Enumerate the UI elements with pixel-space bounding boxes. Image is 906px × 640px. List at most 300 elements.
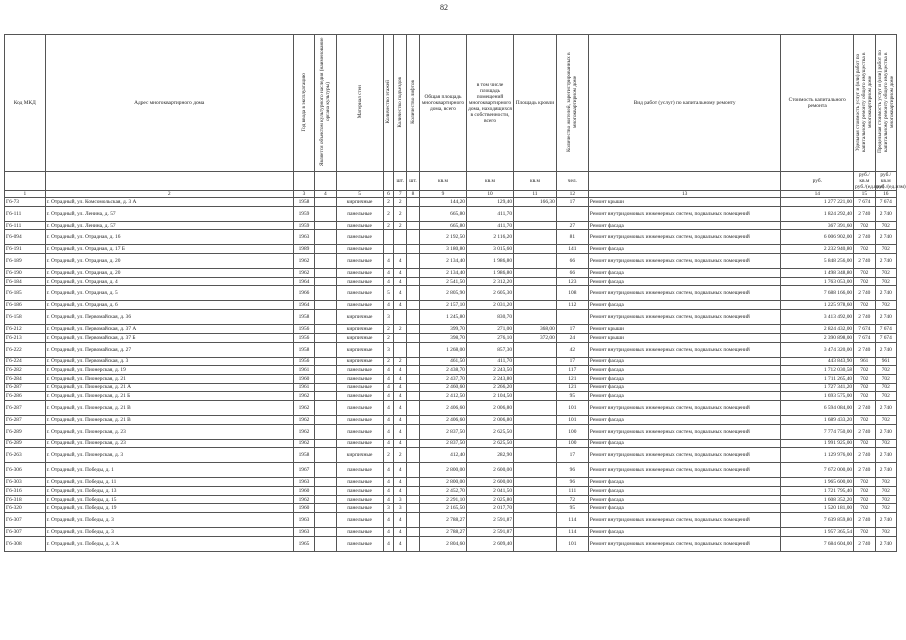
- table-cell: 4: [383, 536, 394, 551]
- table-cell: 702: [875, 301, 896, 310]
- table-cell: панельные: [336, 400, 383, 415]
- table-cell: 2 740: [854, 513, 875, 528]
- table-cell: 2 740: [875, 206, 896, 221]
- table-cell: 101: [556, 536, 588, 551]
- table-cell: [315, 333, 336, 342]
- table-cell: 4: [383, 269, 394, 278]
- table-cell: [315, 325, 336, 334]
- capital-repair-table: [4, 34, 906, 552]
- table-cell: 95: [556, 504, 588, 513]
- table-cell: Г6-191: [5, 245, 46, 254]
- table-cell: 2 740: [875, 424, 896, 439]
- table-cell: г. Отрадный, ул. Победы, д. 11: [45, 478, 293, 487]
- table-cell: [315, 415, 336, 424]
- table-cell: 1 965 600,00: [781, 478, 854, 487]
- table-cell: 2 740: [854, 536, 875, 551]
- table-cell: 2 591,87: [466, 528, 513, 537]
- table-row: [5, 536, 897, 551]
- table-cell: 1 763 053,00: [781, 277, 854, 286]
- table-cell: 112: [556, 301, 588, 310]
- table-cell: 2 165,50: [419, 504, 466, 513]
- table-cell: [315, 487, 336, 496]
- table-cell: Г6-73: [5, 198, 46, 207]
- table-cell: 3 413 492,00: [781, 310, 854, 325]
- table-cell: г. Отрадный, ул. Ленина, д. 57: [45, 221, 293, 230]
- table-cell: 1962: [293, 400, 314, 415]
- table-cell: Ремонт внутридомовых инженерных систем, подвальных помещений: [588, 536, 781, 551]
- table-cell: 2 740: [875, 536, 896, 551]
- table-cell: [394, 230, 407, 245]
- table-cell: [514, 478, 557, 487]
- table-cell: [407, 374, 420, 383]
- table-cell: [315, 277, 336, 286]
- table-cell: 2 740: [875, 448, 896, 463]
- table-cell: г. Отрадный, ул. Победы, д. 3: [45, 513, 293, 528]
- table-cell: Ремонт фасада: [588, 357, 781, 366]
- table-cell: Г6-287: [5, 383, 46, 392]
- table-cell: 702: [875, 415, 896, 424]
- table-cell: 2 025,80: [466, 495, 513, 504]
- table-cell: г. Отрадный, ул. Победы, д. 3: [45, 528, 293, 537]
- table-cell: 4: [394, 269, 407, 278]
- header-floors: Количество этажей: [385, 80, 392, 124]
- table-cell: Ремонт внутридомовых инженерных систем, подвальных помещений: [588, 424, 781, 439]
- table-cell: 4: [394, 478, 407, 487]
- table-cell: [407, 325, 420, 334]
- table-cell: 4: [394, 536, 407, 551]
- table-cell: Г6-222: [5, 342, 46, 357]
- table-row: [5, 424, 897, 439]
- table-cell: Г6-111: [5, 221, 46, 230]
- table-row: [5, 254, 897, 269]
- table-cell: [407, 198, 420, 207]
- table-cell: панельные: [336, 301, 383, 310]
- table-cell: 1962: [293, 254, 314, 269]
- table-cell: г. Отрадный, ул. Победы, д. 3 А: [45, 536, 293, 551]
- table-cell: 702: [875, 277, 896, 286]
- table-cell: [514, 536, 557, 551]
- table-cell: 1965: [293, 536, 314, 551]
- table-cell: 2 291,10: [419, 495, 466, 504]
- header-roof-area: Площадь кровли: [514, 35, 557, 172]
- table-cell: 3 474 320,00: [781, 342, 854, 357]
- table-cell: [315, 342, 336, 357]
- unit-sht-2: шт.: [407, 172, 420, 191]
- table-cell: [407, 487, 420, 496]
- table-cell: Ремонт внутридомовых инженерных систем, подвальных помещений: [588, 230, 781, 245]
- table-cell: 1 129 976,00: [781, 448, 854, 463]
- table-cell: Ремонт фасада: [588, 487, 781, 496]
- table-cell: 1958: [293, 198, 314, 207]
- table-cell: 66: [556, 254, 588, 269]
- table-cell: Г6-189: [5, 254, 46, 269]
- table-cell: 2 740: [854, 342, 875, 357]
- table-cell: 2 805,90: [419, 286, 466, 301]
- table-cell: панельные: [336, 424, 383, 439]
- table-cell: [514, 277, 557, 286]
- table-cell: г. Отрадный, ул. Пионерская, д. 19: [45, 366, 293, 375]
- table-cell: кирпичные: [336, 310, 383, 325]
- table-cell: 702: [854, 504, 875, 513]
- table-cell: 2: [383, 333, 394, 342]
- table-cell: 702: [875, 366, 896, 375]
- table-cell: 1964: [293, 301, 314, 310]
- table-row: [5, 286, 897, 301]
- table-cell: 1958: [293, 342, 314, 357]
- table-cell: [514, 487, 557, 496]
- table-cell: 1 498 348,80: [781, 269, 854, 278]
- table-cell: [514, 310, 557, 325]
- table-cell: [514, 513, 557, 528]
- table-cell: 830,70: [466, 310, 513, 325]
- table-cell: 2: [383, 198, 394, 207]
- table-cell: [407, 478, 420, 487]
- unit-sht: шт.: [394, 172, 407, 191]
- table-cell: г. Отрадный, ул. Первомайская, д. 27: [45, 342, 293, 357]
- table-cell: 1 277 221,00: [781, 198, 854, 207]
- table-cell: 961: [854, 357, 875, 366]
- header-total-area: Общая площадь многоквартирного дома, всего: [419, 35, 466, 172]
- table-cell: 702: [875, 439, 896, 448]
- table-cell: 2 800,00: [419, 478, 466, 487]
- table-cell: 2: [383, 325, 394, 334]
- table-cell: панельные: [336, 383, 383, 392]
- table-row: [5, 383, 897, 392]
- table-cell: Ремонт крыши: [588, 333, 781, 342]
- table-cell: 7 639 859,80: [781, 513, 854, 528]
- table-cell: [514, 383, 557, 392]
- table-cell: 1961: [293, 366, 314, 375]
- table-cell: 121: [556, 374, 588, 383]
- table-cell: 702: [875, 495, 896, 504]
- table-cell: Ремонт фасада: [588, 439, 781, 448]
- table-cell: 42: [556, 342, 588, 357]
- table-cell: 81: [556, 230, 588, 245]
- table-cell: 702: [875, 392, 896, 401]
- table-cell: 4: [383, 400, 394, 415]
- table-cell: 702: [854, 495, 875, 504]
- column-number: 4: [315, 191, 336, 198]
- table-cell: 1960: [293, 504, 314, 513]
- table-cell: [407, 439, 420, 448]
- table-row: [5, 277, 897, 286]
- table-cell: [315, 504, 336, 513]
- table-cell: [394, 310, 407, 325]
- table-cell: кирпичные: [336, 448, 383, 463]
- table-cell: [407, 504, 420, 513]
- table-cell: 2: [383, 206, 394, 221]
- table-cell: 4: [394, 528, 407, 537]
- column-number: 3: [293, 191, 314, 198]
- table-cell: 367 391,60: [781, 221, 854, 230]
- table-cell: 2 837,50: [419, 439, 466, 448]
- table-cell: 1 608 352,20: [781, 495, 854, 504]
- column-number: 14: [781, 191, 854, 198]
- table-cell: панельные: [336, 536, 383, 551]
- table-cell: 1964: [293, 277, 314, 286]
- column-number: 8: [407, 191, 420, 198]
- table-cell: 27: [556, 221, 588, 230]
- table-cell: 114: [556, 513, 588, 528]
- table-cell: кирпичные: [336, 333, 383, 342]
- table-cell: 702: [854, 392, 875, 401]
- table-cell: 702: [854, 301, 875, 310]
- table-cell: 4: [383, 374, 394, 383]
- table-cell: Ремонт внутридомовых инженерных систем, подвальных помещений: [588, 448, 781, 463]
- table-cell: [407, 415, 420, 424]
- table-cell: 2 116,20: [466, 230, 513, 245]
- table-cell: 1 721 795,40: [781, 487, 854, 496]
- table-body: [5, 198, 897, 552]
- table-cell: г. Отрадный, ул. Отрадная, д. 20: [45, 269, 293, 278]
- table-cell: 4: [383, 495, 394, 504]
- table-cell: г. Отрадный, ул. Пионерская, д. 23: [45, 424, 293, 439]
- column-number: 10: [466, 191, 513, 198]
- table-cell: панельные: [336, 487, 383, 496]
- table-cell: 1 712 030,58: [781, 366, 854, 375]
- table-cell: 702: [854, 269, 875, 278]
- table-cell: 2 192,50: [419, 230, 466, 245]
- table-cell: Г6-287: [5, 400, 46, 415]
- table-row: [5, 206, 897, 221]
- table-cell: панельные: [336, 439, 383, 448]
- table-cell: панельные: [336, 269, 383, 278]
- table-cell: 2 740: [854, 206, 875, 221]
- table-cell: 857,30: [466, 342, 513, 357]
- table-cell: [407, 424, 420, 439]
- table-cell: [407, 342, 420, 357]
- table-cell: [514, 439, 557, 448]
- table-cell: Г6-316: [5, 487, 46, 496]
- table-cell: 3 180,80: [419, 245, 466, 254]
- table-cell: Г6-186: [5, 301, 46, 310]
- table-cell: 2 452,70: [419, 487, 466, 496]
- table-row: [5, 374, 897, 383]
- table-cell: 123: [556, 277, 588, 286]
- table-cell: 2 406,60: [419, 415, 466, 424]
- table-cell: панельные: [336, 513, 383, 528]
- table-cell: Г6-318: [5, 495, 46, 504]
- table-cell: Ремонт фасада: [588, 221, 781, 230]
- table-cell: 5 848 256,00: [781, 254, 854, 269]
- table-cell: 114: [556, 528, 588, 537]
- header-residents: Количество жителей, зарегистрированных в многоквартирном доме: [566, 52, 579, 152]
- table-cell: 702: [854, 528, 875, 537]
- table-cell: 276,10: [466, 333, 513, 342]
- table-cell: 1 689 433,20: [781, 415, 854, 424]
- header-cost: Стоимость капитального ремонта: [781, 35, 854, 172]
- table-cell: 2 006,80: [466, 400, 513, 415]
- table-cell: 1962: [293, 415, 314, 424]
- table-cell: Ремонт внутридомовых инженерных систем, подвальных помещений: [588, 400, 781, 415]
- table-cell: 6 594 084,00: [781, 400, 854, 415]
- table-cell: 665,80: [419, 221, 466, 230]
- table-cell: г. Отрадный, ул. Первомайская, д. 37 А: [45, 325, 293, 334]
- table-cell: 141: [556, 245, 588, 254]
- table-cell: 2 740: [854, 424, 875, 439]
- table-cell: г. Отрадный, ул. Первомайская, д. 3: [45, 357, 293, 366]
- table-cell: [514, 254, 557, 269]
- table-cell: [407, 536, 420, 551]
- table-cell: 1962: [293, 424, 314, 439]
- table-cell: [315, 478, 336, 487]
- table-cell: [514, 448, 557, 463]
- table-cell: 702: [875, 374, 896, 383]
- table-cell: 1 520 181,00: [781, 504, 854, 513]
- table-cell: 2 600,00: [466, 478, 513, 487]
- table-cell: 4: [394, 463, 407, 478]
- table-cell: 1956: [293, 333, 314, 342]
- table-row: [5, 333, 897, 342]
- table-cell: 101: [556, 400, 588, 415]
- table-cell: 4: [394, 424, 407, 439]
- table-cell: Ремонт крыши: [588, 198, 781, 207]
- table-cell: [514, 463, 557, 478]
- header-owned-area: в том числе площадь помещений многоквартирного дома, находящихся в собственности, всего: [466, 35, 513, 172]
- table-cell: 7 774 750,00: [781, 424, 854, 439]
- table-cell: г. Отрадный, ул. Отрадная, д. 20: [45, 254, 293, 269]
- table-cell: Ремонт внутридомовых инженерных систем, подвальных помещений: [588, 206, 781, 221]
- table-cell: 2 740: [854, 310, 875, 325]
- table-cell: 4: [394, 383, 407, 392]
- table-cell: 2 740: [875, 286, 896, 301]
- table-cell: 121: [556, 383, 588, 392]
- table-cell: [407, 245, 420, 254]
- column-number: 1: [5, 191, 46, 198]
- table-cell: 2 157,10: [419, 301, 466, 310]
- table-cell: Г6-308: [5, 536, 46, 551]
- table-row: [5, 310, 897, 325]
- table-cell: 1 268,00: [419, 342, 466, 357]
- table-cell: 702: [875, 478, 896, 487]
- table-cell: 4: [394, 392, 407, 401]
- table-cell: 2 740: [854, 463, 875, 478]
- table-cell: 4: [383, 513, 394, 528]
- table-cell: Г6-190: [5, 269, 46, 278]
- table-cell: панельные: [336, 221, 383, 230]
- table-cell: 2 041,50: [466, 487, 513, 496]
- table-cell: 4: [383, 366, 394, 375]
- table-cell: [407, 269, 420, 278]
- table-cell: 4: [383, 415, 394, 424]
- table-cell: 7 672 000,00: [781, 463, 854, 478]
- table-cell: 100: [556, 424, 588, 439]
- table-cell: 271,00: [466, 325, 513, 334]
- table-cell: 2 740: [875, 513, 896, 528]
- table-cell: г. Отрадный, ул. Пионерская, д. 21 В: [45, 415, 293, 424]
- header-address: Адрес многоквартирного дома: [45, 35, 293, 172]
- table-cell: 4: [394, 374, 407, 383]
- table-cell: 702: [854, 221, 875, 230]
- header-lifts: Количество лифтов: [410, 80, 417, 124]
- table-cell: 5: [383, 286, 394, 301]
- table-cell: 2 406,60: [419, 400, 466, 415]
- table-cell: 1963: [293, 513, 314, 528]
- table-cell: 111: [556, 487, 588, 496]
- table-cell: 2: [394, 198, 407, 207]
- table-cell: Ремонт фасада: [588, 415, 781, 424]
- table-cell: 95: [556, 392, 588, 401]
- table-cell: Ремонт внутридомовых инженерных систем, подвальных помещений: [588, 463, 781, 478]
- table-cell: [407, 333, 420, 342]
- table-cell: [315, 400, 336, 415]
- table-cell: [514, 230, 557, 245]
- table-cell: 1963: [293, 528, 314, 537]
- table-cell: 2 412,50: [419, 392, 466, 401]
- table-cell: [514, 392, 557, 401]
- table-cell: 702: [854, 439, 875, 448]
- table-cell: Ремонт фасада: [588, 528, 781, 537]
- table-cell: 2 609,40: [466, 536, 513, 551]
- header-max-cost: Предельная стоимость услуг и (или) работ по капитальному ремонту общего имущества в многоквартирном доме: [876, 50, 895, 154]
- table-cell: 2 312,20: [466, 277, 513, 286]
- table-cell: [315, 528, 336, 537]
- table-row: [5, 221, 897, 230]
- table-cell: [514, 342, 557, 357]
- table-cell: 3: [383, 310, 394, 325]
- table-cell: 2 243,50: [466, 366, 513, 375]
- table-cell: панельные: [336, 463, 383, 478]
- table-cell: 17: [556, 448, 588, 463]
- table-cell: 4: [383, 383, 394, 392]
- table-cell: Г6-185: [5, 286, 46, 301]
- table-cell: 1956: [293, 325, 314, 334]
- table-cell: 66: [556, 269, 588, 278]
- table-cell: [315, 374, 336, 383]
- table-cell: 4: [383, 392, 394, 401]
- table-cell: 24: [556, 333, 588, 342]
- table-cell: г. Отрадный, ул. Пионерская, д. 21: [45, 374, 293, 383]
- table-cell: 702: [875, 269, 896, 278]
- table-cell: панельные: [336, 277, 383, 286]
- unit-kvm-2: кв.м: [466, 172, 513, 191]
- table-cell: 1 225 978,60: [781, 301, 854, 310]
- table-row: [5, 528, 897, 537]
- table-cell: г. Отрадный, ул. Комсомольская, д. 3 А: [45, 198, 293, 207]
- table-cell: [407, 383, 420, 392]
- table-cell: 665,80: [419, 206, 466, 221]
- table-cell: Г6-111: [5, 206, 46, 221]
- table-cell: 1962: [293, 439, 314, 448]
- table-cell: [315, 198, 336, 207]
- table-cell: [315, 245, 336, 254]
- table-cell: 961: [875, 357, 896, 366]
- table-cell: кирпичные: [336, 357, 383, 366]
- table-row: [5, 513, 897, 528]
- table-cell: 4: [383, 424, 394, 439]
- table-cell: 4: [383, 254, 394, 269]
- table-cell: 1963: [293, 230, 314, 245]
- table-cell: 368,00: [514, 325, 557, 334]
- table-cell: 4: [383, 487, 394, 496]
- table-cell: 3: [394, 504, 407, 513]
- column-number: 16: [875, 191, 896, 198]
- table-cell: 2: [383, 357, 394, 366]
- table-cell: 2 625,50: [466, 424, 513, 439]
- table-cell: панельные: [336, 286, 383, 301]
- table-row: [5, 245, 897, 254]
- table-cell: 2 017,70: [466, 504, 513, 513]
- table-row: [5, 400, 897, 415]
- table-cell: 72: [556, 495, 588, 504]
- table-cell: панельные: [336, 528, 383, 537]
- table-row: [5, 325, 897, 334]
- table-cell: Ремонт фасада: [588, 478, 781, 487]
- table-cell: [514, 374, 557, 383]
- table-cell: 2 104,50: [466, 392, 513, 401]
- table-cell: 2 788,27: [419, 513, 466, 528]
- table-row: [5, 448, 897, 463]
